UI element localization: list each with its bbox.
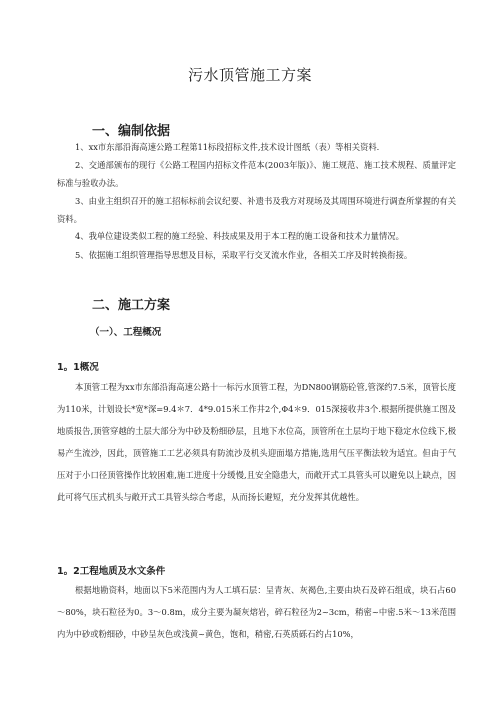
geology-paragraph: 根据地勘资料，地面以下5米范围内为人工填石层：呈青灰、灰褐色,主要由块石及碎石组成，块石占60～80%，块石粒径为0。3～0.8m，成分主要为凝灰熔岩，碎石粒径为2~3cm，稍密~中密.5米～13米范围内为中砂或粉细砂，中砂呈灰色或浅黄~黄色，饱和，稍密,石英质砾石约占10%， <box>57 585 456 639</box>
basis-item-1: 1、xx市东部沿海高速公路工程第11标段招标文件,技术设计图纸（表）等相关资料. <box>75 142 380 152</box>
subsection-heading-1-1: 1。1概况 <box>57 362 99 373</box>
basis-item-4: 4、我单位建设类似工程的施工经验、科技成果及用于本工程的施工设备和技术力量情况。 <box>75 231 404 241</box>
basis-item-2: 2、交通部颁布的现行《公路工程国内招标文件范本(2003年版)》、施工规范、施工技术规程、质量评定标准与验收办法。 <box>57 160 456 188</box>
subsection-heading-1-2: 1。2工程地质及水文条件 <box>57 566 166 577</box>
section-heading-plan: 二、施工方案 <box>92 298 171 313</box>
overview-paragraph: 本顶管工程为xx市东部沿海高速公路十一标污水顶管工程，为DN800钢筋砼管,管深约7.5米，顶管长度为110米，计划设长*宽*深=9.4＊7．4*9.015米工作井2个,Φ4＊9．015深接收井3个.根据所提供施工图及地质报告,顶管穿越的土层大部分为中砂及粉细砂层，且地下水位高，顶管所在土层均于地下稳定水位线下,极易产生流沙，因此，顶管施工工艺必须具有防流沙及机头迎面塌方措施,选用气压平衡法较为适宜。但由于气压对于小口径顶管操作比较困难,施工进度十分缓慢,且安全隐患大，而敞开式工具管头可以避免以上缺点，因此可将气压式机头与敞开式工具管头综合考虑，从而扬长避短，充分发挥其优越性。 <box>57 382 456 502</box>
subsection-heading-overview: （一）、工程概况 <box>90 327 162 338</box>
section-heading-basis: 一、编制依据 <box>92 124 171 139</box>
document-title: 污水顶管施工方案 <box>187 66 312 84</box>
basis-item-5: 5、依据施工组织管理指导思想及目标，采取平行交叉流水作业，各相关工序及时转换衔接。 <box>75 250 413 260</box>
basis-item-3: 3、由业主组织召开的施工招标标前会议纪要、补遗书及我方对现场及其周围环境进行调查所掌握的有关资料。 <box>57 196 456 224</box>
